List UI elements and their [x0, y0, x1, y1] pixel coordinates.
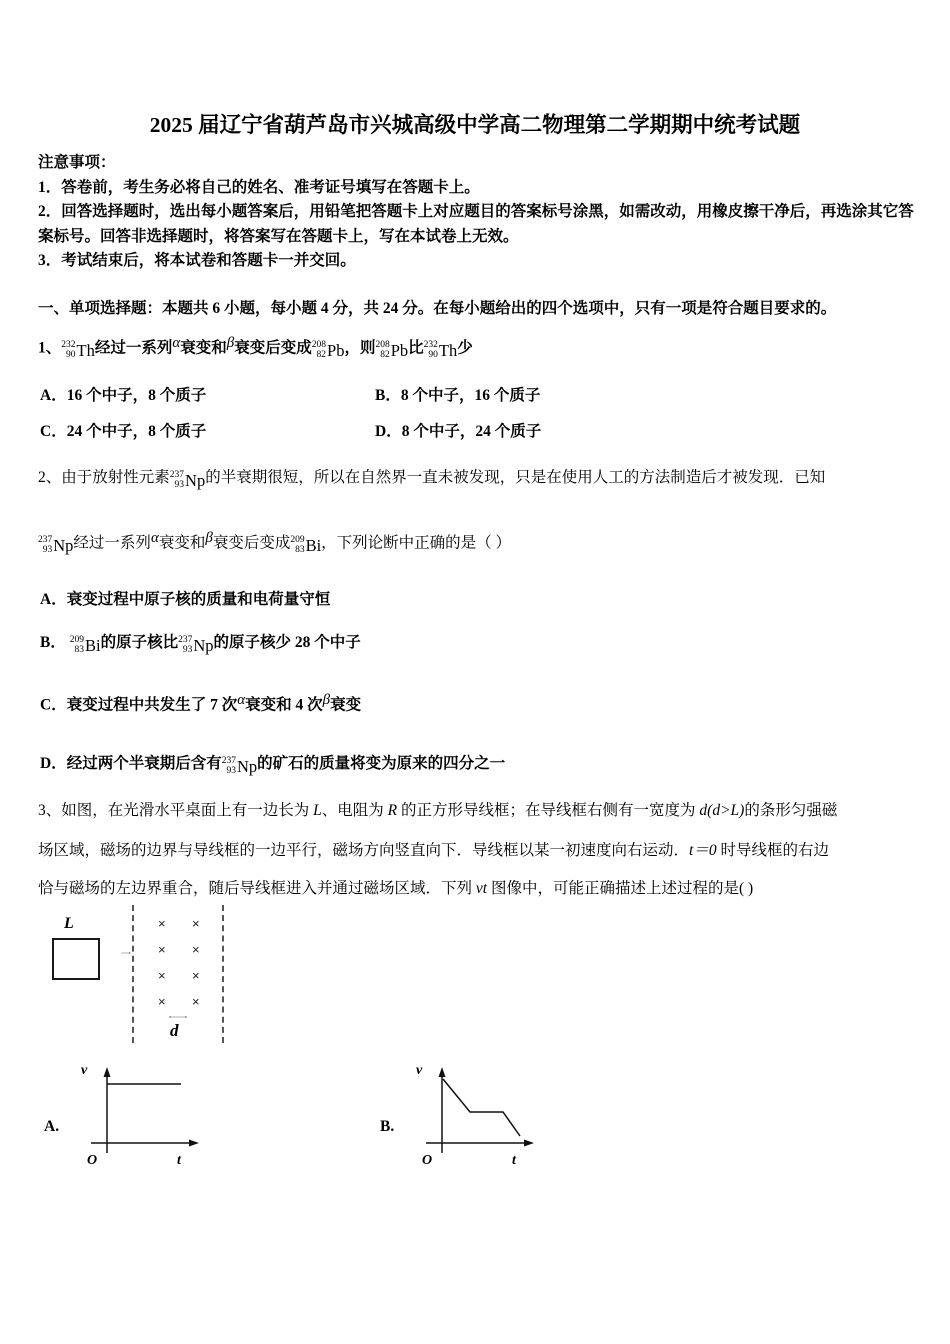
q2-intro-b: 的半衰期很短，所以在自然界一直未被发现，只是在使用人工的方法制造后才被发现．已知	[205, 469, 826, 486]
graph-a-plot	[85, 1065, 215, 1160]
question-2-option-d[interactable]	[40, 751, 505, 777]
question-2-number: 2、	[38, 469, 62, 486]
q1-text-2: 衰变和	[180, 339, 227, 357]
nuclide-th232-a: 232 90 Th	[61, 339, 95, 361]
q3-l2-a: 场区域，磁场的边界与导线框的一边平行，磁场方向竖直向下．导线框以某一初速度向右运动．	[38, 842, 690, 859]
q2-opt-b-label: B．	[40, 634, 66, 651]
velocity-arrow-icon	[102, 952, 150, 954]
question-2-stem-line2	[38, 525, 916, 559]
q3-l3-a: 恰与磁场的左边界重合，随后导线框进入并通过磁场区域．下列	[38, 880, 476, 897]
field-x-icon: ×	[158, 968, 166, 983]
graph-b-letter: B.	[380, 1118, 395, 1135]
question-2-option-c[interactable]	[40, 692, 361, 714]
figure-label-L: L	[64, 915, 74, 932]
field-boundary-left-dashed	[132, 905, 134, 1043]
q2-opt-d-text-1: 经过两个半衰期后含有	[66, 755, 222, 772]
alpha-symbol-q1: α	[172, 335, 181, 351]
field-x-icon: ×	[192, 916, 200, 931]
q2-opt-d-label: D．	[40, 755, 67, 772]
q3-l1-b: 、电阻为	[321, 802, 388, 819]
q2-text-3: 衰变后变成	[212, 534, 291, 552]
q2-opt-c-label: C．	[40, 696, 67, 714]
nuclide-np237-c: 237 93 Np	[178, 634, 214, 656]
nuclide-bi209-a: 209 83 Bi	[290, 534, 322, 556]
question-2-option-b[interactable]	[40, 630, 361, 656]
graph-b	[416, 1063, 580, 1175]
section-heading: 一、单项选择题：本题共 6 小题，每小题 4 分，共 24 分。在每小题给出的四个选项中，只有一项是符合题目要求的。	[38, 300, 837, 317]
q1-text-5: 比	[408, 339, 424, 357]
q3-symbol-R: R	[387, 802, 398, 819]
q3-l3-b: 图像中，可能正确描述上述过程的是( )	[487, 880, 754, 897]
question-3-line3	[38, 876, 918, 902]
graph-b-origin-label: O	[422, 1153, 433, 1168]
q2-text-1: 经过一系列	[73, 534, 151, 552]
q3-l1-c: 的正方形导线框；在导线框右侧有一宽度为	[397, 802, 700, 819]
question-1-number: 1、	[38, 339, 62, 357]
notice-item-2: 2．回答选择题时，选出每小题答案后，用铅笔把答题卡上对应题目的答案标号涂黑，如需改动，用橡皮擦干净后，再选涂其它答案标号。回答非选择题时，将答案写在答题卡上，写在本试卷上无效。	[38, 203, 914, 245]
question-3-line1	[38, 798, 918, 824]
field-x-icon: ×	[192, 968, 200, 983]
q3-symbol-vt: vt	[475, 880, 488, 897]
q3-l1-e: 的条形匀强磁	[744, 802, 838, 819]
graph-a-origin-label: O	[87, 1153, 98, 1168]
beta-symbol-q2-c: β	[322, 692, 331, 708]
field-x-icon: ×	[192, 942, 200, 957]
field-x-icon: ×	[158, 994, 166, 1009]
q2-opt-a-label: A．	[40, 591, 67, 608]
nuclide-th232-b: 232 90 Th	[423, 339, 458, 361]
field-x-icon: ×	[158, 916, 166, 931]
nuclide-np237-d: 237 93 Np	[221, 755, 258, 777]
field-boundary-right-dashed	[222, 905, 224, 1043]
nuclide-np237-b: 237 93 Np	[38, 534, 74, 556]
alpha-symbol-q2-c: α	[237, 692, 246, 708]
field-x-icon: ×	[158, 942, 166, 957]
notice-block	[38, 151, 916, 274]
notice-item-1: 1．答卷前，考生务必将自己的姓名、准考证号填写在答题卡上。	[38, 178, 480, 196]
q2-opt-b-text-2: 的原子核少 28 个中子	[213, 634, 361, 651]
q1-text-4: ，则	[344, 339, 376, 357]
graph-a-y-axis-label: v	[81, 1063, 88, 1078]
notice-item-3: 3．考试结束后，将本试卷和答题卡一并交回。	[38, 252, 356, 269]
question-1-option-c[interactable]: C．24 个中子，8 个质子	[40, 423, 207, 440]
q1-text-3: 衰变后变成	[234, 339, 312, 357]
q2-opt-a-text: 衰变过程中原子核的质量和电荷量守恒	[66, 591, 331, 608]
q2-opt-d-text-2: 的矿石的质量将变为原来的四分之一	[257, 755, 506, 772]
q2-intro-a: 由于放射性元素	[61, 469, 170, 486]
width-d-double-arrow-icon	[134, 1016, 222, 1018]
beta-symbol-q1: β	[226, 335, 235, 351]
q1-text-1: 经过一系列	[94, 339, 173, 357]
graph-b-y-axis-label: v	[416, 1063, 423, 1078]
q2-opt-b-text-1: 的原子核比	[100, 634, 179, 651]
q2-opt-c-text-3: 衰变	[330, 696, 362, 714]
graph-b-x-axis-label: t	[512, 1153, 516, 1168]
question-1-option-a[interactable]: A．16 个中子，8 个质子	[40, 387, 207, 404]
question-1-option-d[interactable]: D．8 个中子，24 个质子	[375, 423, 542, 440]
nuclide-bi209-b: 209 83 Bi	[69, 634, 101, 656]
q2-text-4: ，下列论断中正确的是（ ）	[321, 534, 512, 552]
page-title: 2025 届辽宁省葫芦岛市兴城高级中学高二物理第二学期期中统考试题	[149, 113, 801, 137]
question-2-stem-line1	[38, 465, 916, 494]
notice-heading: 注意事项：	[38, 154, 116, 171]
physics-figure-loop-field	[40, 905, 330, 1045]
nuclide-np237-a: 237 93 Np	[169, 469, 206, 491]
graph-a-x-axis-label: t	[177, 1153, 181, 1168]
q1-text-6: 少	[457, 339, 473, 357]
q3-symbol-t0: t＝0	[689, 842, 717, 859]
question-2-option-a[interactable]	[40, 587, 330, 609]
q3-symbol-d: d(d>L)	[699, 802, 745, 819]
alpha-symbol-q2: α	[150, 530, 159, 546]
q3-l1-a: 如图，在光滑水平桌面上有一边长为	[61, 802, 314, 819]
nuclide-pb208-a: 208 82 Pb	[311, 339, 345, 361]
graph-a	[81, 1063, 245, 1175]
question-3-line2	[38, 838, 918, 864]
field-x-icon: ×	[192, 994, 200, 1009]
q2-text-2: 衰变和	[158, 534, 206, 552]
graph-b-plot	[420, 1065, 550, 1160]
q2-opt-c-text-2: 衰变和 4 次	[245, 696, 323, 714]
q3-l2-b: 时导线框的右边	[716, 842, 829, 859]
question-1-stem	[38, 330, 916, 364]
q2-opt-c-text-1: 衰变过程中共发生了 7 次	[66, 696, 238, 714]
beta-symbol-q2: β	[205, 530, 213, 546]
q3-symbol-L: L	[313, 802, 322, 819]
question-1-option-b[interactable]: B．8 个中子，16 个质子	[375, 387, 541, 404]
figure-label-d: d	[170, 1021, 179, 1040]
graph-a-letter: A.	[44, 1118, 60, 1135]
question-3-number: 3、	[38, 802, 62, 819]
nuclide-pb208-b: 208 82 Pb	[375, 339, 409, 361]
wire-loop-square	[52, 938, 100, 980]
